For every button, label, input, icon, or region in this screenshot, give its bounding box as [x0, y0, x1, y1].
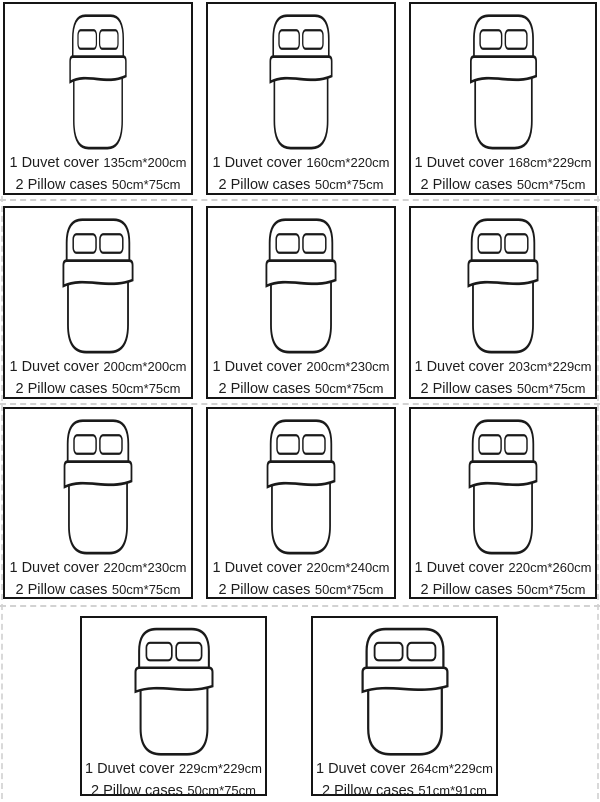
- pillow-line: [219, 579, 384, 601]
- pillow-line: [421, 378, 586, 400]
- pillow-size: 50cm*75cm: [516, 177, 586, 192]
- bed-icon: [443, 409, 563, 557]
- pillow-line: [421, 174, 586, 196]
- pillow-line: [421, 579, 586, 601]
- perforation-divider: [0, 199, 600, 201]
- duvet-size: 160cm*220cm: [306, 155, 390, 170]
- duvet-size: 200cm*230cm: [306, 359, 390, 374]
- duvet-size: 168cm*229cm: [508, 155, 592, 170]
- bed-icon: [105, 618, 243, 758]
- bed-icon: [329, 618, 481, 758]
- pillow-label: 2 Pillow cases: [420, 381, 513, 397]
- pillow-size: 50cm*75cm: [516, 381, 586, 396]
- perforation-divider: [0, 403, 600, 405]
- bed-diagram: [208, 409, 394, 557]
- bed-icon: [241, 409, 361, 557]
- size-card-220x260: [409, 407, 597, 599]
- pillow-size: 50cm*75cm: [187, 783, 256, 798]
- duvet-label: 1 Duvet cover: [315, 761, 406, 777]
- pillow-line: [219, 174, 384, 196]
- duvet-label: 1 Duvet cover: [414, 359, 504, 375]
- duvet-size: 200cm*200cm: [103, 359, 187, 374]
- bed-diagram: [82, 618, 265, 758]
- duvet-size: 220cm*260cm: [508, 560, 592, 575]
- duvet-line: [85, 758, 262, 780]
- duvet-size: 135cm*200cm: [103, 155, 187, 170]
- duvet-line: [212, 356, 389, 378]
- duvet-label: 1 Duvet cover: [414, 155, 504, 171]
- pillow-label: 2 Pillow cases: [420, 582, 513, 598]
- bed-icon: [441, 208, 565, 356]
- duvet-line: [316, 758, 493, 780]
- bed-diagram: [411, 208, 595, 356]
- duvet-label: 1 Duvet cover: [9, 155, 99, 171]
- pillow-label: 2 Pillow cases: [218, 381, 311, 397]
- bed-diagram: [5, 4, 191, 152]
- bed-diagram: [5, 208, 191, 356]
- bed-diagram: [5, 409, 191, 557]
- size-card-220x230: [3, 407, 193, 599]
- bed-diagram: [208, 4, 394, 152]
- duvet-label: 1 Duvet cover: [9, 359, 99, 375]
- bed-icon: [48, 4, 148, 152]
- pillow-label: 2 Pillow cases: [420, 177, 513, 193]
- size-card-200x200: [3, 206, 193, 399]
- duvet-line: [9, 152, 186, 174]
- pillow-label: 2 Pillow cases: [15, 381, 108, 397]
- duvet-label: 1 Duvet cover: [212, 155, 302, 171]
- pillow-size: 50cm*75cm: [314, 381, 384, 396]
- pillow-size: 50cm*75cm: [516, 582, 586, 597]
- duvet-label: 1 Duvet cover: [414, 560, 504, 576]
- duvet-size: 264cm*229cm: [409, 761, 494, 776]
- pillow-label: 2 Pillow cases: [218, 177, 311, 193]
- pillow-label: 2 Pillow cases: [218, 582, 311, 598]
- pillow-line: [219, 378, 384, 400]
- pillow-size: 50cm*75cm: [314, 177, 384, 192]
- size-card-160x220: [206, 2, 396, 195]
- size-card-220x240: [206, 407, 396, 599]
- pillow-size: 50cm*75cm: [111, 582, 181, 597]
- size-card-203x229: [409, 206, 597, 399]
- perforation-edge-right: [597, 196, 599, 799]
- duvet-size: 229cm*229cm: [178, 761, 263, 776]
- bed-icon: [445, 4, 562, 152]
- size-card-168x229: [409, 2, 597, 195]
- duvet-size: 203cm*229cm: [508, 359, 592, 374]
- bed-icon: [246, 4, 356, 152]
- bed-diagram: [411, 409, 595, 557]
- bed-diagram: [208, 208, 394, 356]
- bed-icon: [36, 208, 160, 356]
- bed-diagram: [313, 618, 496, 758]
- duvet-label: 1 Duvet cover: [84, 761, 175, 777]
- duvet-line: [414, 152, 591, 174]
- pillow-size: 50cm*75cm: [111, 177, 181, 192]
- duvet-line: [212, 557, 389, 579]
- duvet-label: 1 Duvet cover: [9, 560, 99, 576]
- duvet-line: [9, 356, 186, 378]
- pillow-size: 51cm*91cm: [418, 783, 487, 798]
- pillow-label: 2 Pillow cases: [91, 783, 183, 799]
- pillow-line: [16, 579, 181, 601]
- bed-diagram: [411, 4, 595, 152]
- duvet-size: 220cm*230cm: [103, 560, 187, 575]
- duvet-label: 1 Duvet cover: [212, 359, 302, 375]
- pillow-label: 2 Pillow cases: [15, 177, 108, 193]
- perforation-divider: [0, 605, 600, 607]
- size-card-200x230: [206, 206, 396, 399]
- duvet-line: [212, 152, 389, 174]
- pillow-size: 50cm*75cm: [111, 381, 181, 396]
- pillow-line: [16, 378, 181, 400]
- bed-icon: [239, 208, 363, 356]
- duvet-line: [414, 356, 591, 378]
- duvet-line: [9, 557, 186, 579]
- bed-icon: [38, 409, 158, 557]
- size-card-264x229: [311, 616, 498, 799]
- duvet-size: 220cm*240cm: [306, 560, 390, 575]
- pillow-line: [16, 174, 181, 196]
- size-card-229x229: [80, 616, 267, 799]
- pillow-label: 2 Pillow cases: [15, 582, 108, 598]
- size-card-135x200: [3, 2, 193, 195]
- duvet-label: 1 Duvet cover: [212, 560, 302, 576]
- pillow-label: 2 Pillow cases: [322, 783, 414, 799]
- pillow-size: 50cm*75cm: [314, 582, 384, 597]
- duvet-line: [414, 557, 591, 579]
